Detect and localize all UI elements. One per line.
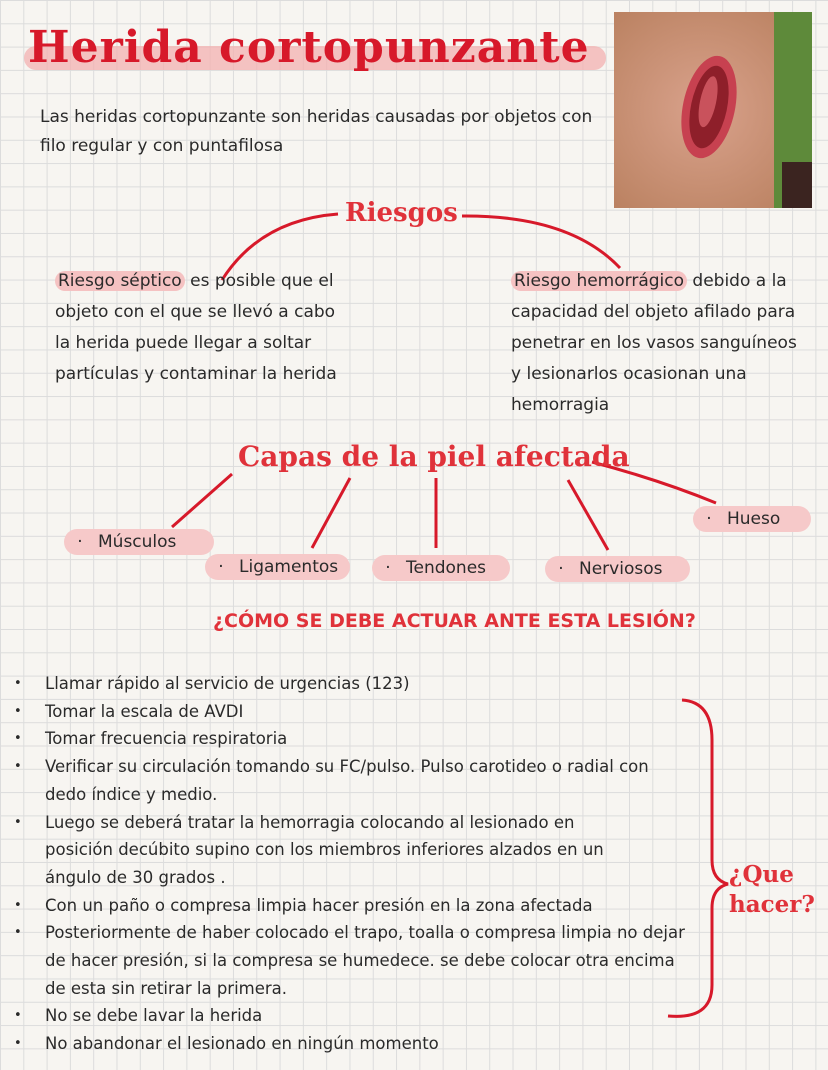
page-title: Herida cortopunzante (28, 22, 590, 73)
capa-label: Tendones (406, 558, 487, 578)
riesgo-septico-body: es posible que el objeto con el que se llevó a cabo la herida puede llegar a soltar partículas y contaminar la herida (55, 271, 337, 384)
capa-item-ligamentos: · Ligamentos (205, 554, 350, 580)
capa-label: Nerviosos (579, 559, 663, 579)
list-item: • Verificar su circulación tomando su FC/pulso. Pulso carotideo o radial con dedo índice y medio. (0, 753, 700, 808)
list-item: • Llamar rápido al servicio de urgencias (123) (0, 670, 700, 698)
riesgo-hemorragico-text (511, 266, 811, 421)
list-item: • No se debe lavar la herida (0, 1002, 700, 1030)
capa-item-nerviosos: · Nerviosos (545, 556, 690, 582)
que-hacer-line2: hacer? (729, 891, 815, 918)
list-item: • Con un paño o compresa limpia hacer presión en la zona afectada (0, 892, 700, 920)
capas-line-musculos (172, 474, 232, 527)
list-item: • Tomar la escala de AVDI (0, 698, 700, 726)
riesgo-hemorragico-body: debido a la capacidad del objeto afilado para penetrar en los vasos sanguíneos y lesionarlos ocasionan una hemorragia (511, 271, 797, 415)
list-item: • Luego se deberá tratar la hemorragia colocando al lesionado en posición decúbito supino con los miembros inferiores alzados en un ángulo de 30 grados . (0, 809, 700, 892)
capa-item-hueso: · Hueso (693, 506, 811, 532)
action-question: ¿CÓMO SE DEBE ACTUAR ANTE ESTA LESIÓN? (213, 610, 696, 632)
capas-line-nerviosos (568, 480, 608, 550)
capa-label: Ligamentos (239, 557, 339, 577)
wound-photo (614, 12, 812, 208)
capa-item-musculos: · Músculos (64, 529, 214, 555)
capa-item-tendones: · Tendones (372, 555, 510, 581)
list-item: • Tomar frecuencia respiratoria (0, 725, 700, 753)
capa-label: Músculos (98, 532, 177, 552)
que-hacer-label (729, 860, 815, 920)
list-item: • Posteriormente de haber colocado el trapo, toalla o compresa limpia no dejar de hacer presión, si la compresa se humedece. se debe colocar otra encima de esta sin retirar la primera. (0, 919, 700, 1002)
riesgos-heading: Riesgos (345, 198, 458, 228)
intro-text: Las heridas cortopunzante son heridas causadas por objetos con filo regular y con puntafilosa (40, 107, 593, 156)
riesgos-right-curve (462, 216, 620, 268)
capas-heading: Capas de la piel afectada (238, 440, 630, 473)
capa-label: Hueso (727, 509, 781, 529)
steps-list (0, 670, 700, 1058)
riesgo-septico-highlight: Riesgo séptico (55, 271, 185, 291)
riesgo-septico-text (55, 266, 355, 390)
capas-line-ligamentos (312, 478, 350, 548)
que-hacer-line1: ¿Que (729, 861, 794, 888)
riesgo-hemorragico-highlight: Riesgo hemorrágico (511, 271, 687, 291)
list-item: • No abandonar el lesionado en ningún momento (0, 1030, 700, 1058)
